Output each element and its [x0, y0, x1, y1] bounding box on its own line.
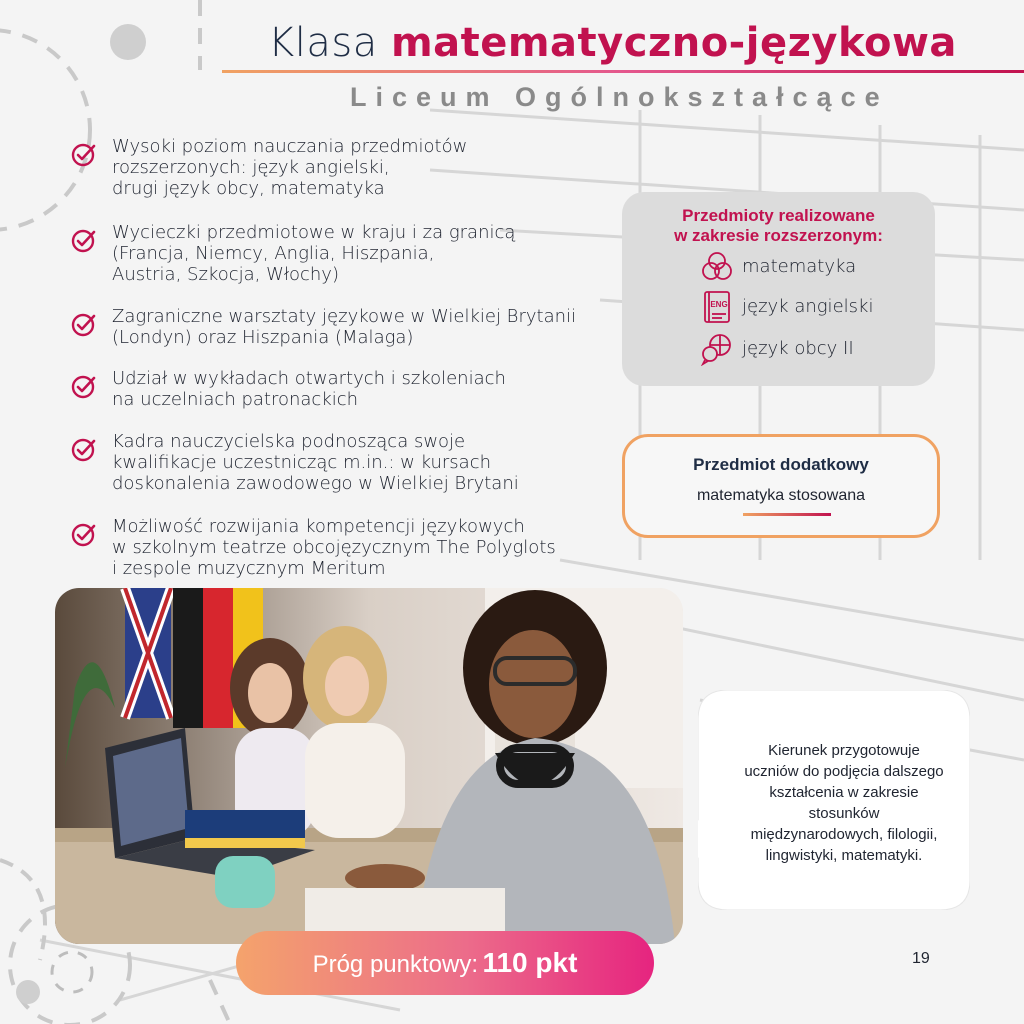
check-circle-icon	[70, 228, 96, 254]
check-circle-icon	[70, 437, 96, 463]
page-number: 19	[912, 950, 930, 967]
feature-text: Kadra nauczycielska podnosząca swoje kwalifikacje uczestnicząc m.in.: w kursach doskonalenia zawodowego w Wielkiej Brytani	[112, 431, 519, 494]
subject-item-second-language	[700, 332, 920, 364]
additional-subject-underline	[743, 513, 831, 516]
check-circle-icon	[70, 312, 96, 338]
extended-subjects-title: Przedmioty realizowane w zakresie rozszerzonym:	[674, 206, 883, 245]
additional-subject-title: Przedmiot dodatkowy	[693, 455, 869, 474]
title-divider	[222, 70, 1024, 73]
additional-subject-value: matematyka stosowana	[696, 487, 866, 504]
check-circle-icon	[70, 142, 96, 168]
score-value: 110 pkt	[482, 947, 578, 978]
feature-text: Możliwość rozwijania kompetencji językowych w szkolnym teatrze obcojęzycznym The Polyglots i zespole muzycznym Meritum	[112, 516, 556, 579]
speech-bubble-text: Kierunek przygotowuje uczniów do podjęcia dalszego kształcenia w zakresie stosunków międzynarodowych, filologii, lingwistyki, matematyki.	[744, 742, 944, 864]
check-circle-icon	[70, 374, 96, 400]
feature-text: Udział w wykładach otwartych i szkoleniach na uczelniach patronackich	[112, 368, 506, 410]
subject-label: matematyka	[742, 256, 857, 277]
feature-text: Wycieczki przedmiotowe w kraju i za granicą (Francja, Niemcy, Anglia, Hiszpania, Austria, Szkocja, Włochy)	[112, 222, 516, 285]
subject-label: język obcy II	[742, 338, 854, 359]
subject-item-english	[700, 290, 920, 322]
speech-bubbles-icon	[700, 332, 734, 366]
title-prefix: Klasa	[268, 20, 378, 66]
students-photo	[55, 588, 683, 944]
additional-subject-box	[622, 434, 940, 538]
title-accent: matematyczno-językowa	[390, 20, 957, 66]
subject-item-math	[700, 250, 920, 282]
page-title	[268, 20, 957, 66]
eng-icon-text: ENG	[710, 300, 728, 309]
score-label: Próg punktowy:	[312, 951, 478, 978]
feature-text: Wysoki poziom nauczania przedmiotów rozszerzonych: język angielski, drugi język obcy, matematyka	[112, 136, 468, 199]
subject-label: język angielski	[742, 296, 874, 317]
english-book-icon	[700, 290, 734, 324]
math-venn-icon	[700, 250, 734, 284]
score-badge	[236, 931, 654, 995]
check-circle-icon	[70, 522, 96, 548]
feature-text: Zagraniczne warsztaty językowe w Wielkiej Brytanii (Londyn) oraz Hiszpania (Malaga)	[112, 306, 577, 348]
page-subtitle: Liceum Ogólnokształcące	[350, 82, 889, 112]
extended-subjects-box	[622, 192, 935, 386]
